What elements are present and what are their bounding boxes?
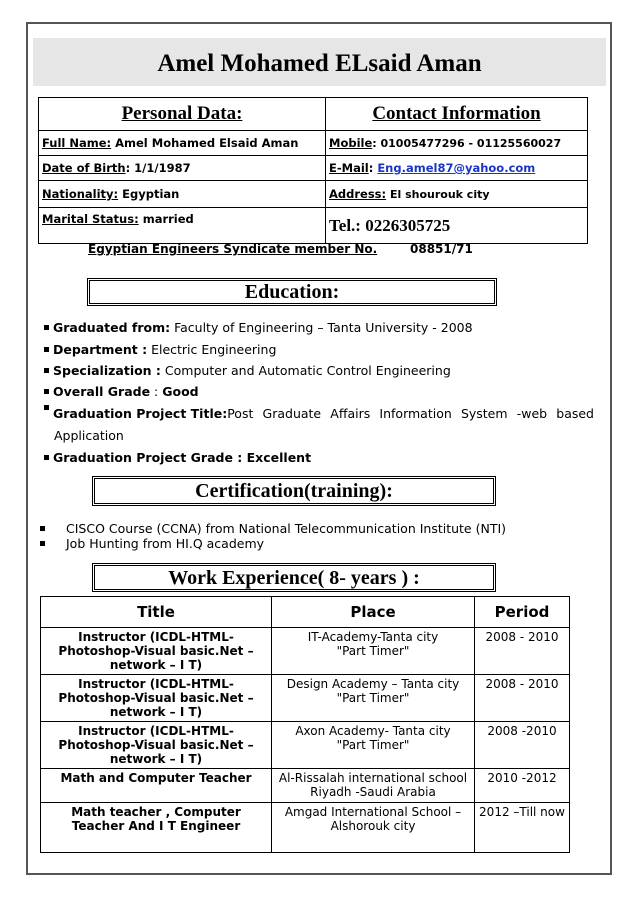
candidate-name: Amel Mohamed ELsaid Aman: [157, 50, 482, 77]
table-row: Instructor (ICDL-HTML-Photoshop-Visual basic.Net – network – I T) Axon Academy- Tanta city "Part Timer" 2008 -2010: [41, 722, 570, 769]
edu-graduated: Graduated from: Faculty of Engineering – Tanta University - 2008: [44, 320, 473, 335]
work-experience-table: [40, 596, 570, 853]
certification-heading: Certification(training):: [92, 476, 496, 506]
marital-cell: Marital Status: married: [39, 208, 326, 244]
personal-data-header: Personal Data:: [39, 98, 326, 131]
syndicate-number: 08851/71: [410, 242, 473, 256]
table-row: Math and Computer Teacher Al-Rissalah international school Riyadh -Saudi Arabia 2010 -2012: [41, 769, 570, 803]
col-title: Title: [41, 597, 272, 628]
name-banner: [33, 38, 606, 86]
education-heading: Education:: [87, 278, 497, 306]
email-cell: E-Mail: Eng.amel87@yahoo.com: [326, 155, 588, 180]
edu-department: Department : Electric Engineering: [44, 342, 276, 357]
edu-specialization: Specialization : Computer and Automatic Control Engineering: [44, 363, 451, 378]
personal-contact-table: [38, 97, 588, 244]
email-link[interactable]: Eng.amel87@yahoo.com: [377, 160, 536, 175]
work-experience-heading: Work Experience( 8- years ) :: [92, 563, 496, 592]
address-cell: Address: El shourouk city: [326, 180, 588, 207]
col-period: Period: [475, 597, 570, 628]
table-row: Math teacher , Computer Teacher And I T Engineer Amgad International School – Alshorouk city 2012 –Till now: [41, 803, 570, 853]
table-row: Instructor (ICDL-HTML-Photoshop-Visual basic.Net – network – I T) Design Academy – Tanta city "Part Timer" 2008 - 2010: [41, 675, 570, 722]
mobile-cell: Mobile: 01005477296 - 01125560027: [326, 130, 588, 155]
tel-cell: Tel.: 0226305725: [326, 208, 588, 244]
edu-project-grade: Graduation Project Grade : Excellent: [44, 450, 311, 465]
dob-cell: Date of Birth: 1/1/1987: [39, 155, 326, 180]
syndicate-line: [88, 242, 473, 256]
syndicate-label: Egyptian Engineers Syndicate member No.: [88, 242, 378, 256]
col-place: Place: [272, 597, 475, 628]
full-name-cell: Full Name: Amel Mohamed Elsaid Aman: [39, 130, 326, 155]
edu-grade: Overall Grade : Good: [44, 384, 199, 399]
edu-project-title-cont: Application: [54, 428, 124, 443]
contact-info-header: Contact Information: [326, 98, 588, 131]
nationality-cell: Nationality: Egyptian: [39, 180, 326, 207]
table-row: Instructor (ICDL-HTML-Photoshop-Visual basic.Net – network – I T) IT-Academy-Tanta city "Part Timer" 2008 - 2010: [41, 628, 570, 675]
edu-project-title: Graduation Project Title: Post Graduate Affairs Information System -web based: [44, 406, 594, 421]
